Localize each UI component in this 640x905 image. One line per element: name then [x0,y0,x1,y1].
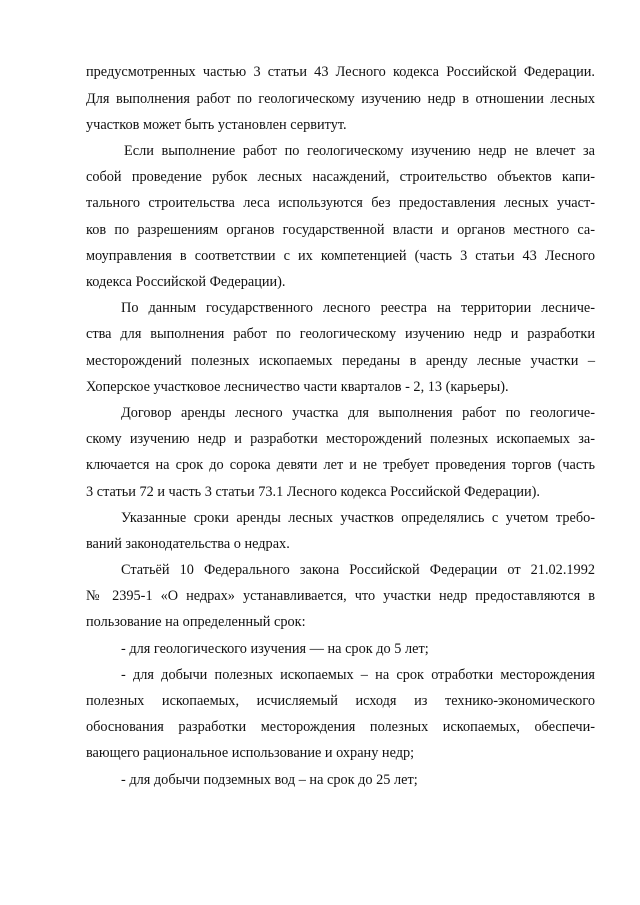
list-item: - для добычи полезных ископаемых – на срок отработки месторождения [121,667,595,683]
paragraph-first-line: Указанные сроки аренды лесных участков определялись с учетом требо- [121,510,595,526]
text-line: ваний законодательства о недрах. [86,536,290,552]
text-line: № 2395-1 «О недрах» устанавливается, что участки недр предоставляются в [86,588,595,604]
paragraph-first-line: Если выполнение работ по геологическому изучению недр не влечет за [124,143,595,159]
text-line: ков по разрешениям органов государственной власти и органов местного са- [86,222,595,238]
text-line: участков может быть установлен сервитут. [86,117,347,133]
paragraph-first-line: Статьёй 10 Федерального закона Российской Федерации от 21.02.1992 [121,562,595,578]
text-line: месторождений полезных ископаемых переданы в аренду лесные участки – [86,353,595,369]
text-line: предусмотренных частью 3 статьи 43 Лесного кодекса Российской Федерации. [86,64,595,80]
text-line: Для выполнения работ по геологическому изучению недр в отношении лесных [86,91,595,107]
text-line: тального строительства леса используются без предоставления лесных участ- [86,195,595,211]
paragraph-first-line: По данным государственного лесного реестра на территории лесниче- [121,300,595,316]
text-line: 3 статьи 72 и часть 3 статьи 73.1 Лесного кодекса Российской Федерации). [86,484,541,500]
text-line: собой проведение рубок лесных насаждений, строительство объектов капи- [86,169,595,185]
text-line: скому изучению недр и разработки месторождений полезных ископаемых за- [86,431,595,447]
text-line: ключается на срок до сорока девяти лет и не требует проведения торгов (часть [86,457,595,473]
text-line: Хоперское участковое лесничество части кварталов - 2, 13 (карьеры). [86,379,509,395]
list-item: - для геологического изучения — на срок до 5 лет; [121,641,429,657]
text-line: кодекса Российской Федерации). [86,274,286,290]
text-line: моуправления в соответствии с их компетенцией (часть 3 статьи 43 Лесного [86,248,595,264]
text-line: ства для выполнения работ по геологическому изучению недр и разработки [86,326,595,342]
list-item: - для добычи подземных вод – на срок до 25 лет; [121,772,418,788]
text-line: полезных ископаемых, исчисляемый исходя из технико-экономического [86,693,595,709]
text-line: обоснования разработки месторождения полезных ископаемых, обеспечи- [86,719,595,735]
paragraph-first-line: Договор аренды лесного участка для выполнения работ по геологиче- [121,405,595,421]
text-line: пользование на определенный срок: [86,614,306,630]
text-line: вающего рациональное использование и охрану недр; [86,745,415,761]
